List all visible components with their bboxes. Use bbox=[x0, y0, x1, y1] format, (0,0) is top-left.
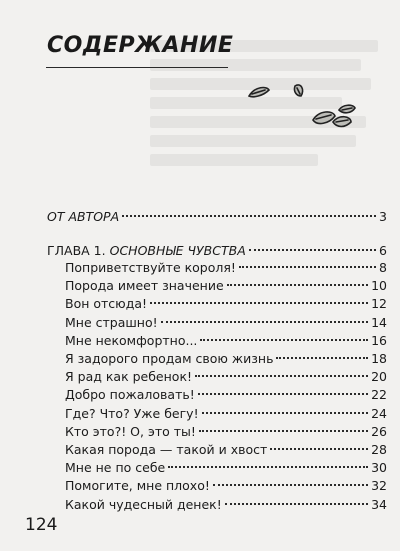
dot-leader bbox=[270, 448, 368, 450]
toc-entry-label: Добро пожаловать! bbox=[65, 387, 195, 403]
dot-leader bbox=[227, 284, 368, 286]
toc-entry-label: Какой чудесный денек! bbox=[65, 496, 222, 512]
toc-entry-page: 14 bbox=[371, 314, 387, 330]
toc-entry[interactable] bbox=[65, 368, 387, 385]
toc-entry-page: 12 bbox=[371, 296, 387, 312]
toc-entry[interactable] bbox=[65, 295, 387, 312]
leaves-ornament-icon bbox=[243, 80, 363, 140]
dot-leader bbox=[239, 266, 376, 268]
toc-entry-label: Мне не по себе bbox=[65, 460, 166, 476]
toc-chapter-page: 6 bbox=[379, 243, 387, 258]
toc-entry-label: Вон отсюда! bbox=[65, 296, 148, 312]
toc-entry[interactable] bbox=[65, 332, 387, 349]
toc-entry-page: 8 bbox=[379, 260, 387, 275]
toc-author-label: ОТ АВТОРА bbox=[47, 209, 120, 224]
toc-entry[interactable] bbox=[65, 423, 387, 440]
dot-leader bbox=[225, 503, 368, 505]
toc-author-page: 3 bbox=[379, 209, 387, 224]
toc-entry-label: Помогите, мне плохо! bbox=[65, 478, 210, 494]
toc-entry[interactable] bbox=[65, 277, 387, 294]
dot-leader bbox=[202, 412, 369, 414]
toc-entry-label: Кто это?! О, это ты! bbox=[65, 423, 196, 439]
toc-entry-page: 20 bbox=[371, 369, 387, 385]
toc-entry-page: 24 bbox=[371, 405, 387, 421]
toc-entry-label: Какая порода — такой и хвост bbox=[65, 442, 268, 457]
toc-entry-author[interactable] bbox=[47, 208, 387, 225]
toc-entry-page: 16 bbox=[371, 332, 387, 348]
toc-entry[interactable] bbox=[65, 314, 387, 331]
dot-leader bbox=[200, 339, 368, 341]
toc-entry-page: 32 bbox=[371, 478, 387, 494]
toc-entry-page: 10 bbox=[371, 278, 387, 294]
toc-entry[interactable] bbox=[65, 496, 387, 513]
toc-entry[interactable] bbox=[65, 259, 387, 276]
dot-leader bbox=[150, 302, 368, 304]
toc-entry[interactable] bbox=[65, 459, 387, 476]
toc-entry-page: 28 bbox=[371, 442, 387, 457]
dot-leader bbox=[199, 430, 368, 432]
toc-entry-label: Мне некомфортно... bbox=[65, 332, 198, 348]
dot-leader bbox=[195, 375, 368, 377]
toc-entry-label: Я задорого продам свою жизнь bbox=[65, 351, 274, 366]
page-number: 124 bbox=[25, 515, 58, 535]
dot-leader bbox=[122, 215, 376, 217]
toc-entry[interactable] bbox=[65, 386, 387, 403]
toc-entry[interactable] bbox=[65, 350, 387, 367]
toc-chapter-prefix: ГЛАВА 1. bbox=[47, 243, 106, 258]
toc-entry[interactable] bbox=[65, 405, 387, 422]
toc-entry-chapter[interactable] bbox=[47, 242, 387, 259]
toc-entry-page: 22 bbox=[371, 387, 387, 403]
page-title: СОДЕРЖАНИЕ bbox=[47, 33, 234, 58]
dot-leader bbox=[213, 484, 368, 486]
toc-entry[interactable] bbox=[65, 441, 387, 458]
dot-leader bbox=[168, 466, 368, 468]
toc-entry-label: Поприветствуйте короля! bbox=[65, 260, 236, 275]
title-underline bbox=[46, 67, 228, 68]
toc-entry-page: 34 bbox=[371, 496, 387, 512]
toc-entry-label: Порода имеет значение bbox=[65, 278, 224, 294]
dot-leader bbox=[276, 357, 368, 359]
dot-leader bbox=[198, 393, 368, 395]
dot-leader bbox=[249, 249, 376, 251]
dot-leader bbox=[161, 321, 368, 323]
toc-chapter-title: ОСНОВНЫЕ ЧУВСТВА bbox=[109, 243, 246, 258]
toc-entry[interactable] bbox=[65, 477, 387, 494]
toc-entry-label: Мне страшно! bbox=[65, 314, 158, 330]
toc-entry-label: Я рад как ребенок! bbox=[65, 369, 193, 385]
toc-entry-page: 26 bbox=[371, 423, 387, 439]
toc-entry-page: 18 bbox=[371, 351, 387, 366]
toc-entry-page: 30 bbox=[371, 460, 387, 476]
toc-entry-label: Где? Что? Уже бегу! bbox=[65, 405, 199, 421]
